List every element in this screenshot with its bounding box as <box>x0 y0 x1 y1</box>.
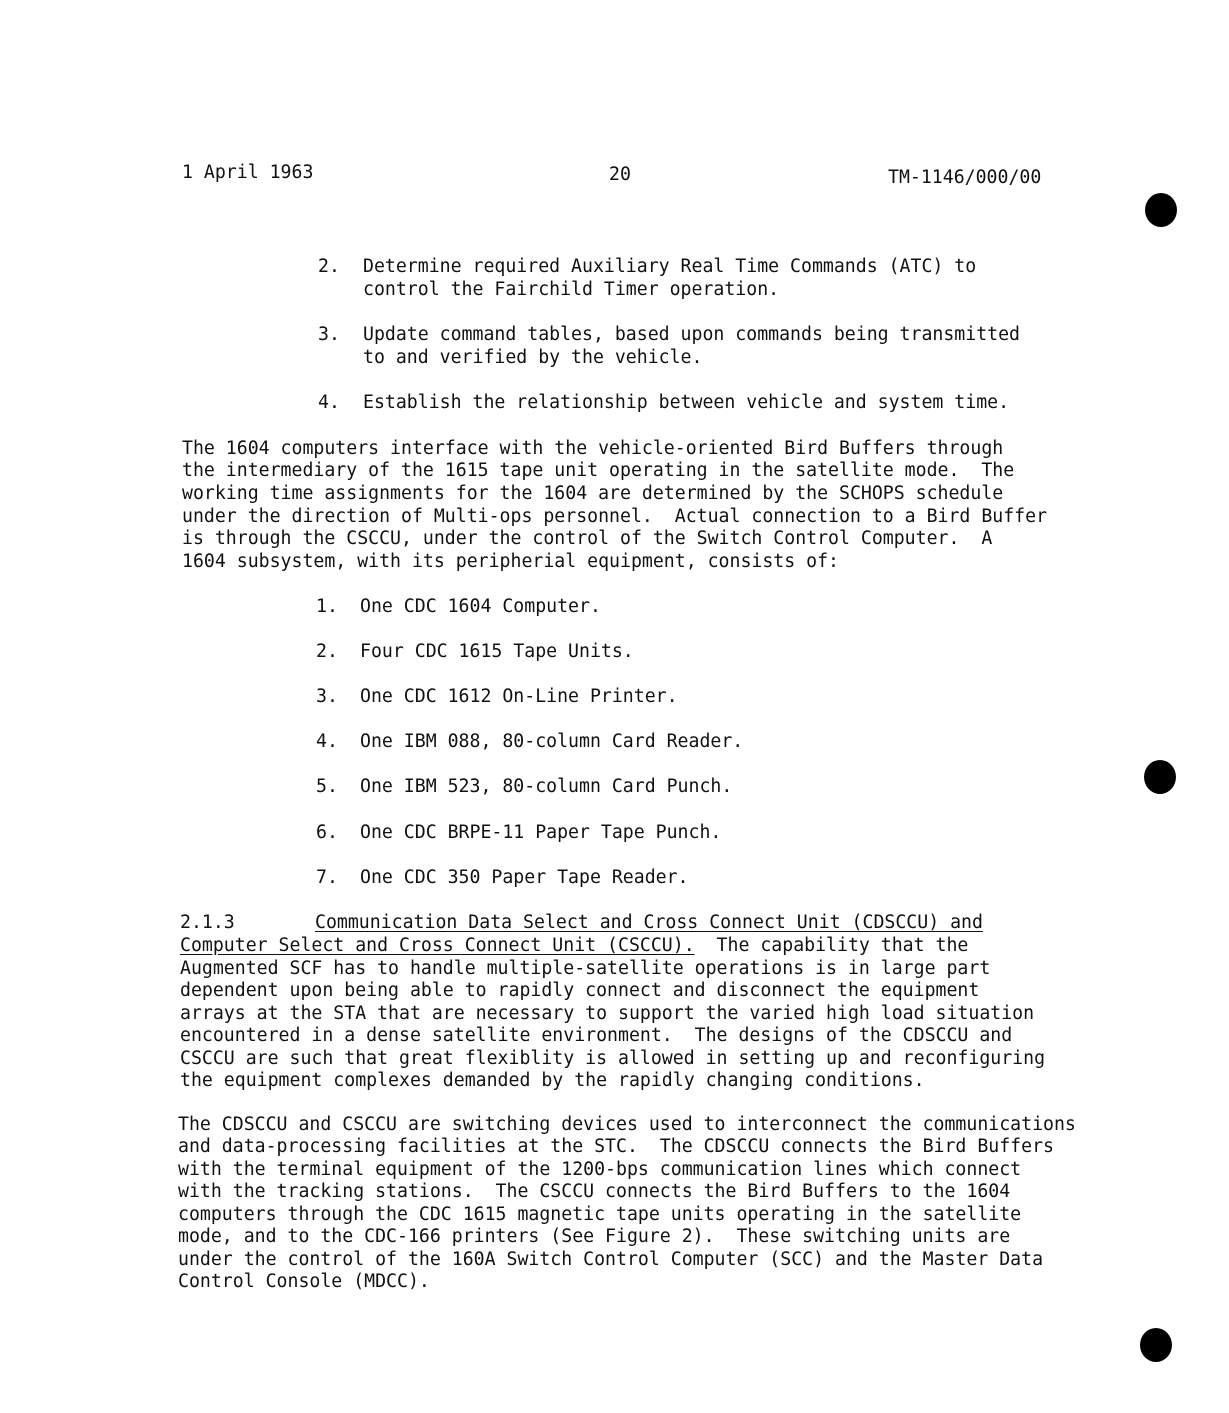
paragraph-line: Augmented SCF has to handle multiple-satellite operations is in large part <box>180 958 991 979</box>
paragraph-line: with the tracking stations. The CSCCU connects the Bird Buffers to the 1604 <box>178 1181 1011 1202</box>
section-heading: Communication Data Select and Cross Connect Unit (CDSCCU) and <box>315 912 983 933</box>
paragraph-line: the equipment complexes demanded by the rapidly changing conditions. <box>180 1070 925 1091</box>
paragraph-line: The 1604 computers interface with the vehicle-oriented Bird Buffers through <box>182 438 1004 459</box>
header-date: 1 April 1963 <box>182 162 314 183</box>
paragraph-line: 1604 subsystem, with its peripherial equipment, consists of: <box>182 551 839 572</box>
section-heading-continuation: Computer Select and Cross Connect Unit (CSCCU). <box>180 935 695 956</box>
list-item-number: 4. <box>318 392 340 413</box>
list-item-text: Update command tables, based upon commands being transmitted <box>363 324 1020 345</box>
page-number: 20 <box>609 164 631 185</box>
paragraph-line: arrays at the STA that are necessary to support the varied high load situation <box>180 1003 1035 1024</box>
paragraph-line: computers through the CDC 1615 magnetic tape units operating in the satellite <box>178 1204 1022 1225</box>
paragraph-line: the intermediary of the 1615 tape unit operating in the satellite mode. The <box>182 460 1015 481</box>
paragraph-line: The CDSCCU and CSCCU are switching devices used to interconnect the communications <box>178 1114 1076 1135</box>
paragraph-line: with the terminal equipment of the 1200-bps communication lines which connect <box>178 1159 1022 1180</box>
list-item-text: One CDC 1612 On-Line Printer. <box>360 686 678 707</box>
list-item-text: to and verified by the vehicle. <box>363 347 703 368</box>
list-item-number: 7. <box>316 867 338 888</box>
list-item-number: 1. <box>316 596 338 617</box>
list-item-text: One CDC 350 Paper Tape Reader. <box>360 867 689 888</box>
section-body-start: The capability that the <box>694 935 969 956</box>
list-item-text: Establish the relationship between vehicle and system time. <box>363 392 1010 413</box>
list-item-number: 3. <box>318 324 340 345</box>
section-number: 2.1.3 <box>180 912 235 933</box>
paragraph-line: is through the CSCCU, under the control of the Switch Control Computer. A <box>182 528 993 549</box>
list-item-number: 2. <box>318 256 340 277</box>
paragraph-line: encountered in a dense satellite environment. The designs of the CDSCCU and <box>180 1025 1013 1046</box>
binder-hole-middle <box>1144 760 1176 794</box>
list-item-text: control the Fairchild Timer operation. <box>363 279 780 300</box>
paragraph-line: Control Console (MDCC). <box>178 1271 430 1292</box>
list-item-number: 3. <box>316 686 338 707</box>
paragraph-line: under the control of the 160A Switch Control Computer (SCC) and the Master Data <box>178 1249 1044 1270</box>
list-item-number: 2. <box>316 641 338 662</box>
list-item-text: One IBM 523, 80-column Card Punch. <box>360 776 733 797</box>
paragraph-line: under the direction of Multi-ops personnel. Actual connection to a Bird Buffer <box>182 506 1048 527</box>
paragraph-line: mode, and to the CDC-166 printers (See Figure 2). These switching units are <box>178 1226 1011 1247</box>
binder-hole-bottom <box>1140 1328 1172 1362</box>
list-item-number: 6. <box>316 822 338 843</box>
list-item-text: Determine required Auxiliary Real Time Commands (ATC) to <box>363 256 977 277</box>
paragraph-line: working time assignments for the 1604 are determined by the SCHOPS schedule <box>182 483 1004 504</box>
binder-hole-top <box>1145 193 1177 227</box>
list-item-text: One IBM 088, 80-column Card Reader. <box>360 731 744 752</box>
list-item-text: Four CDC 1615 Tape Units. <box>360 641 634 662</box>
section-heading-line-2 <box>180 934 968 957</box>
document-id: TM-1146/000/00 <box>888 167 1042 188</box>
paragraph-line: CSCCU are such that great flexiblity is allowed in setting up and reconfiguring <box>180 1048 1046 1069</box>
paragraph-line: and data-processing facilities at the STC. The CDSCCU connects the Bird Buffers <box>178 1136 1054 1157</box>
list-item-number: 4. <box>316 731 338 752</box>
list-item-text: One CDC BRPE-11 Paper Tape Punch. <box>360 822 722 843</box>
list-item-number: 5. <box>316 776 338 797</box>
list-item-text: One CDC 1604 Computer. <box>360 596 601 617</box>
paragraph-line: dependent upon being able to rapidly connect and disconnect the equipment <box>180 980 980 1001</box>
